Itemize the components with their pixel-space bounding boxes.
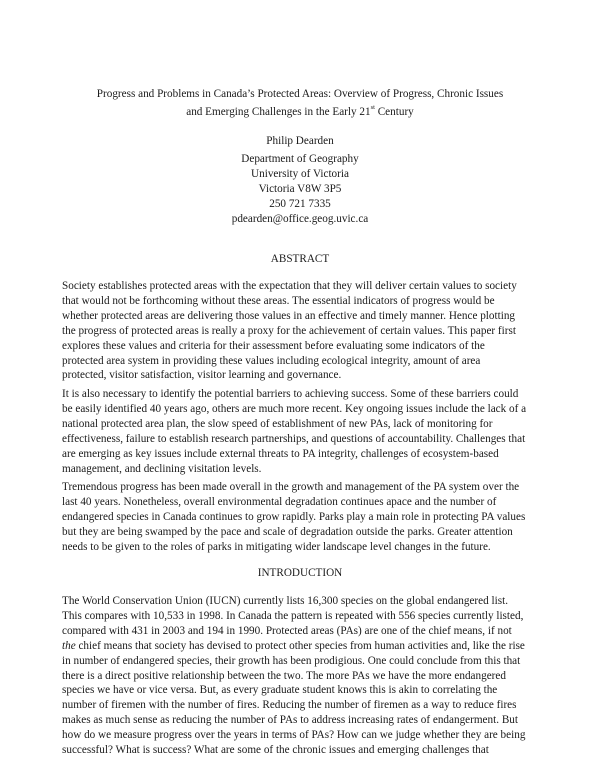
abstract-p1-line: explores these values and criteria for their assessment before evaluating some indicators of the <box>62 339 485 352</box>
affiliation-university: University of Victoria <box>251 167 349 180</box>
abstract-p3-line: last 40 years. Nonetheless, overall environmental degradation continues apace and the number of <box>62 495 497 508</box>
abstract-p1-line: that would not be forthcoming without these areas. The essential indicators of progress would be <box>62 294 495 307</box>
abstract-p1-line: protected, visitor satisfaction, visitor learning and governance. <box>62 369 342 382</box>
abstract-paragraph-3 <box>62 480 562 555</box>
title-superscript: st <box>370 103 375 111</box>
title-line-2-text: and Emerging Challenges in the Early 21 <box>186 105 371 118</box>
intro-line: in number of endangered species, their growth has been prodigious. One could conclude from this that <box>62 654 521 667</box>
affiliation-block <box>0 152 600 227</box>
intro-line <box>62 639 562 654</box>
abstract-paragraph-1 <box>62 279 562 383</box>
intro-line-rest: chief means that society has devised to protect other species from human activities and, like the rise <box>78 639 525 652</box>
affiliation-phone: 250 721 7335 <box>269 197 331 210</box>
abstract-p2-line: effectiveness, failure to establish research partnerships, and questions of accountability. Challenges that <box>62 432 526 445</box>
intro-line: species we have or vice versa. But, as every graduate student knows this is akin to correlating the <box>62 684 498 697</box>
title-line-2 <box>40 105 560 122</box>
intro-line: This compares with 10,533 in 1998. In Canada the pattern is repeated with 556 species currently listed, <box>62 609 524 622</box>
italic-emphasis: the <box>62 639 76 652</box>
intro-line: how do we measure progress over the years in terms of PAs? How can we judge whether they are being <box>62 729 526 742</box>
abstract-p1-line: Society establishes protected areas with the expectation that they will deliver certain values to society <box>62 280 517 292</box>
title-line-2-end: Century <box>374 105 414 118</box>
intro-line: The World Conservation Union (IUCN) currently lists 16,300 species on the global endangered list. <box>62 595 508 607</box>
introduction-heading: INTRODUCTION <box>257 567 343 579</box>
abstract-p3-line: Tremendous progress has been made overall in the growth and management of the PA system over the <box>62 481 520 493</box>
abstract-p2-line: are emerging as key issues include external threats to PA integrity, challenges of ecosystem-based <box>62 447 499 460</box>
abstract-p2-line: management, and declining visitation levels. <box>62 462 262 475</box>
abstract-p3-line: endangered species in Canada continues to grow rapidly. Parks play a main role in protecting PA values <box>62 510 526 523</box>
intro-line: compared with 431 in 2003 and 194 in 1990. Protected areas (PAs) are one of the chief means, if not <box>62 624 512 637</box>
abstract-p1-line: the progress of protected areas is really a proxy for the achievement of certain values. This paper first <box>62 324 516 337</box>
paper-title <box>40 87 560 122</box>
introduction-paragraph <box>62 594 562 758</box>
title-line-1: Progress and Problems in Canada’s Protected Areas: Overview of Progress, Chronic Issues <box>96 88 504 100</box>
abstract-p2-line: It is also necessary to identify the potential barriers to achieving success. Some of these barriers could <box>62 388 519 400</box>
affiliation-address: Victoria V8W 3P5 <box>258 182 342 195</box>
abstract-p1-line: whether protected areas are delivering those values in an effective and timely manner. Hence plotting <box>62 309 516 322</box>
intro-line: makes as much sense as reducing the number of PAs to address increasing rates of endangerment. But <box>62 714 518 727</box>
abstract-p3-line: needs to be given to the roles of parks in mitigating wider landscape level changes in the future. <box>62 540 491 553</box>
intro-line: successful? What is success? What are some of the chronic issues and emerging challenges that <box>62 744 489 757</box>
affiliation-email: pdearden@office.geog.uvic.ca <box>231 212 369 225</box>
abstract-p2-line: be easily identified 40 years ago, others are much more recent. Key ongoing issues include the lack of a <box>62 402 527 415</box>
abstract-p2-line: national protected area plan, the slow speed of establishment of new PAs, lack of monitoring for <box>62 417 493 430</box>
abstract-p3-line: but they are being swamped by the pace and scale of degradation outside the parks. Greater attention <box>62 525 513 538</box>
author-name: Philip Dearden <box>266 135 334 147</box>
intro-line: there is a direct positive relationship between the two. The more PAs we have the more endangered <box>62 669 506 682</box>
abstract-paragraph-2 <box>62 387 562 476</box>
affiliation-department: Department of Geography <box>241 153 359 165</box>
abstract-p1-line: protected area system in providing these values including ecological integrity, amount of area <box>62 354 481 367</box>
abstract-heading: ABSTRACT <box>270 253 330 265</box>
intro-line: number of firemen with the number of fires. Reducing the number of firemen as a way to reduce fires <box>62 699 517 712</box>
